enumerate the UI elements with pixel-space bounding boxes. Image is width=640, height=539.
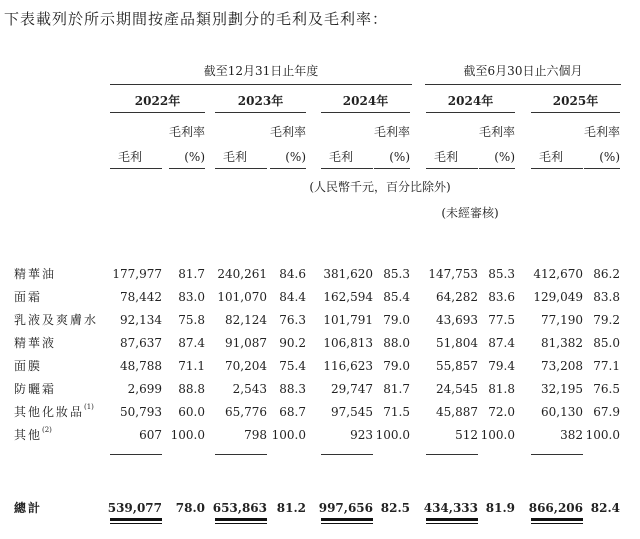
gross-profit-cell: 78,442 xyxy=(120,290,162,304)
gross-profit-cell: 60,130 xyxy=(541,405,583,419)
margin-cell: 86.2 xyxy=(593,267,620,281)
header-rule xyxy=(584,168,620,169)
margin-cell: 85.0 xyxy=(593,336,620,350)
margin-cell: 77.5 xyxy=(488,313,515,327)
margin-cell: 90.2 xyxy=(279,336,306,350)
margin-cell: 75.8 xyxy=(178,313,205,327)
intro-text: 下表載列於所示期間按產品類別劃分的毛利及毛利率： xyxy=(4,10,389,28)
total-margin: 81.2 xyxy=(276,501,306,515)
gross-profit-cell: 50,793 xyxy=(120,405,162,419)
row-label: 面霜 xyxy=(14,290,43,304)
gross-profit-header: 毛利 xyxy=(329,150,354,164)
margin-header: 毛利率 xyxy=(583,125,620,139)
gross-profit-cell: 77,190 xyxy=(541,313,583,327)
total-gross-profit: 653,863 xyxy=(212,501,267,515)
gross-profit-cell: 923 xyxy=(350,428,373,442)
total-gross-profit: 997,656 xyxy=(318,501,373,515)
gross-profit-cell: 55,857 xyxy=(436,359,478,373)
row-label: 乳液及爽膚水 xyxy=(14,313,99,327)
gross-profit-cell: 607 xyxy=(139,428,162,442)
margin-cell: 76.5 xyxy=(593,382,620,396)
margin-cell: 88.8 xyxy=(178,382,205,396)
margin-cell: 67.9 xyxy=(593,405,620,419)
gross-profit-cell: 32,195 xyxy=(541,382,583,396)
year-header: 2024年 xyxy=(342,94,389,108)
double-rule xyxy=(531,523,583,524)
total-margin: 82.5 xyxy=(380,501,410,515)
margin-cell: 83.0 xyxy=(178,290,205,304)
gross-profit-header: 毛利 xyxy=(539,150,564,164)
margin-cell: 60.0 xyxy=(178,405,205,419)
year-rule xyxy=(531,112,620,113)
gross-profit-cell: 162,594 xyxy=(323,290,373,304)
total-label: 總計 xyxy=(14,501,43,515)
year-rule xyxy=(110,112,205,113)
year-header: 2022年 xyxy=(134,94,181,108)
row-label: 精華油 xyxy=(14,267,57,281)
pct-header: (%) xyxy=(494,150,515,164)
margin-cell: 68.7 xyxy=(279,405,306,419)
gross-profit-cell: 101,070 xyxy=(217,290,267,304)
gross-profit-header: 毛利 xyxy=(434,150,459,164)
gross-profit-cell: 798 xyxy=(244,428,267,442)
gross-profit-cell: 87,637 xyxy=(120,336,162,350)
subtotal-rule xyxy=(110,454,162,455)
gross-profit-cell: 106,813 xyxy=(323,336,373,350)
margin-header: 毛利率 xyxy=(269,125,306,139)
gross-profit-cell: 64,282 xyxy=(436,290,478,304)
margin-cell: 100.0 xyxy=(375,428,410,442)
gross-profit-cell: 91,087 xyxy=(225,336,267,350)
gross-profit-cell: 101,791 xyxy=(323,313,373,327)
year-header: 2025年 xyxy=(552,94,599,108)
row-label: 其他化妝品 xyxy=(14,405,85,419)
gross-profit-cell: 92,134 xyxy=(120,313,162,327)
gross-profit-cell: 381,620 xyxy=(323,267,373,281)
group-rule xyxy=(110,84,412,85)
footnote-marker: (1) xyxy=(84,403,94,411)
gross-profit-cell: 177,977 xyxy=(112,267,162,281)
margin-cell: 76.3 xyxy=(279,313,306,327)
subtotal-rule xyxy=(426,454,478,455)
double-rule xyxy=(215,518,267,521)
year-header: 2024年 xyxy=(447,94,494,108)
subtotal-rule xyxy=(215,454,267,455)
year-rule xyxy=(215,112,306,113)
margin-cell: 77.1 xyxy=(593,359,620,373)
total-gross-profit: 866,206 xyxy=(528,501,583,515)
margin-cell: 85.3 xyxy=(488,267,515,281)
double-rule xyxy=(321,518,373,521)
gross-profit-cell: 51,804 xyxy=(436,336,478,350)
margin-cell: 88.0 xyxy=(383,336,410,350)
gross-profit-cell: 240,261 xyxy=(217,267,267,281)
margin-cell: 100.0 xyxy=(170,428,205,442)
row-label: 防曬霜 xyxy=(14,382,57,396)
header-rule xyxy=(270,168,306,169)
double-rule xyxy=(426,518,478,521)
margin-cell: 83.6 xyxy=(488,290,515,304)
gross-profit-cell: 412,670 xyxy=(533,267,583,281)
year-rule xyxy=(321,112,410,113)
group-rule xyxy=(425,84,621,85)
margin-cell: 85.3 xyxy=(383,267,410,281)
margin-cell: 87.4 xyxy=(488,336,515,350)
margin-cell: 71.1 xyxy=(178,359,205,373)
header-rule xyxy=(426,168,478,169)
margin-cell: 87.4 xyxy=(178,336,205,350)
period-header-annual: 截至12月31日止年度 xyxy=(203,64,319,78)
margin-cell: 75.4 xyxy=(279,359,306,373)
subtotal-rule xyxy=(531,454,583,455)
margin-cell: 81.7 xyxy=(178,267,205,281)
margin-cell: 81.8 xyxy=(488,382,515,396)
row-label: 精華液 xyxy=(14,336,57,350)
margin-header: 毛利率 xyxy=(478,125,515,139)
gross-profit-cell: 73,208 xyxy=(541,359,583,373)
double-rule xyxy=(426,523,478,524)
total-margin: 81.9 xyxy=(485,501,515,515)
margin-cell: 79.0 xyxy=(383,313,410,327)
double-rule xyxy=(110,523,162,524)
margin-cell: 79.4 xyxy=(488,359,515,373)
row-label: 面膜 xyxy=(14,359,43,373)
double-rule xyxy=(531,518,583,521)
gross-profit-cell: 147,753 xyxy=(428,267,478,281)
gross-profit-cell: 2,543 xyxy=(232,382,267,396)
margin-cell: 72.0 xyxy=(488,405,515,419)
gross-profit-cell: 81,382 xyxy=(541,336,583,350)
margin-cell: 88.3 xyxy=(279,382,306,396)
margin-cell: 85.4 xyxy=(383,290,410,304)
margin-cell: 71.5 xyxy=(383,405,410,419)
gross-profit-cell: 382 xyxy=(560,428,583,442)
gross-profit-cell: 29,747 xyxy=(331,382,373,396)
pct-header: (%) xyxy=(184,150,205,164)
gross-profit-cell: 65,776 xyxy=(225,405,267,419)
gross-profit-cell: 129,049 xyxy=(533,290,583,304)
header-rule xyxy=(531,168,583,169)
total-margin: 82.4 xyxy=(590,501,620,515)
gross-profit-cell: 116,623 xyxy=(323,359,373,373)
double-rule xyxy=(110,518,162,521)
total-gross-profit: 539,077 xyxy=(107,501,162,515)
margin-cell: 100.0 xyxy=(585,428,620,442)
unit-note: (人民幣千元，百分比除外) xyxy=(309,180,451,194)
margin-cell: 83.8 xyxy=(593,290,620,304)
double-rule xyxy=(321,523,373,524)
total-margin: 78.0 xyxy=(175,501,205,515)
pct-header: (%) xyxy=(389,150,410,164)
year-rule xyxy=(426,112,515,113)
margin-cell: 81.7 xyxy=(383,382,410,396)
header-rule xyxy=(215,168,267,169)
header-rule xyxy=(374,168,410,169)
gross-profit-cell: 45,887 xyxy=(436,405,478,419)
gross-profit-cell: 24,545 xyxy=(436,382,478,396)
gross-profit-header: 毛利 xyxy=(118,150,143,164)
margin-cell: 100.0 xyxy=(271,428,306,442)
row-label: 其他 xyxy=(14,428,43,442)
header-rule xyxy=(321,168,373,169)
margin-cell: 84.4 xyxy=(279,290,306,304)
gross-profit-header: 毛利 xyxy=(223,150,248,164)
pct-header: (%) xyxy=(285,150,306,164)
gross-profit-cell: 97,545 xyxy=(331,405,373,419)
margin-cell: 100.0 xyxy=(480,428,515,442)
footnote-marker: (2) xyxy=(42,426,52,434)
gross-profit-cell: 70,204 xyxy=(225,359,267,373)
subtotal-rule xyxy=(321,454,373,455)
margin-header: 毛利率 xyxy=(168,125,205,139)
gross-profit-cell: 82,124 xyxy=(225,313,267,327)
total-gross-profit: 434,333 xyxy=(423,501,478,515)
margin-cell: 79.0 xyxy=(383,359,410,373)
header-rule xyxy=(479,168,515,169)
gross-profit-cell: 43,693 xyxy=(436,313,478,327)
gross-profit-cell: 512 xyxy=(455,428,478,442)
margin-cell: 79.2 xyxy=(593,313,620,327)
margin-header: 毛利率 xyxy=(373,125,410,139)
period-header-interim: 截至6月30日止六個月 xyxy=(463,64,583,78)
gross-profit-cell: 2,699 xyxy=(127,382,162,396)
header-rule xyxy=(169,168,205,169)
year-header: 2023年 xyxy=(237,94,284,108)
margin-cell: 84.6 xyxy=(279,267,306,281)
pct-header: (%) xyxy=(599,150,620,164)
gross-profit-cell: 48,788 xyxy=(120,359,162,373)
header-rule xyxy=(110,168,162,169)
double-rule xyxy=(215,523,267,524)
unaudited-note: (未經審核) xyxy=(441,206,499,220)
